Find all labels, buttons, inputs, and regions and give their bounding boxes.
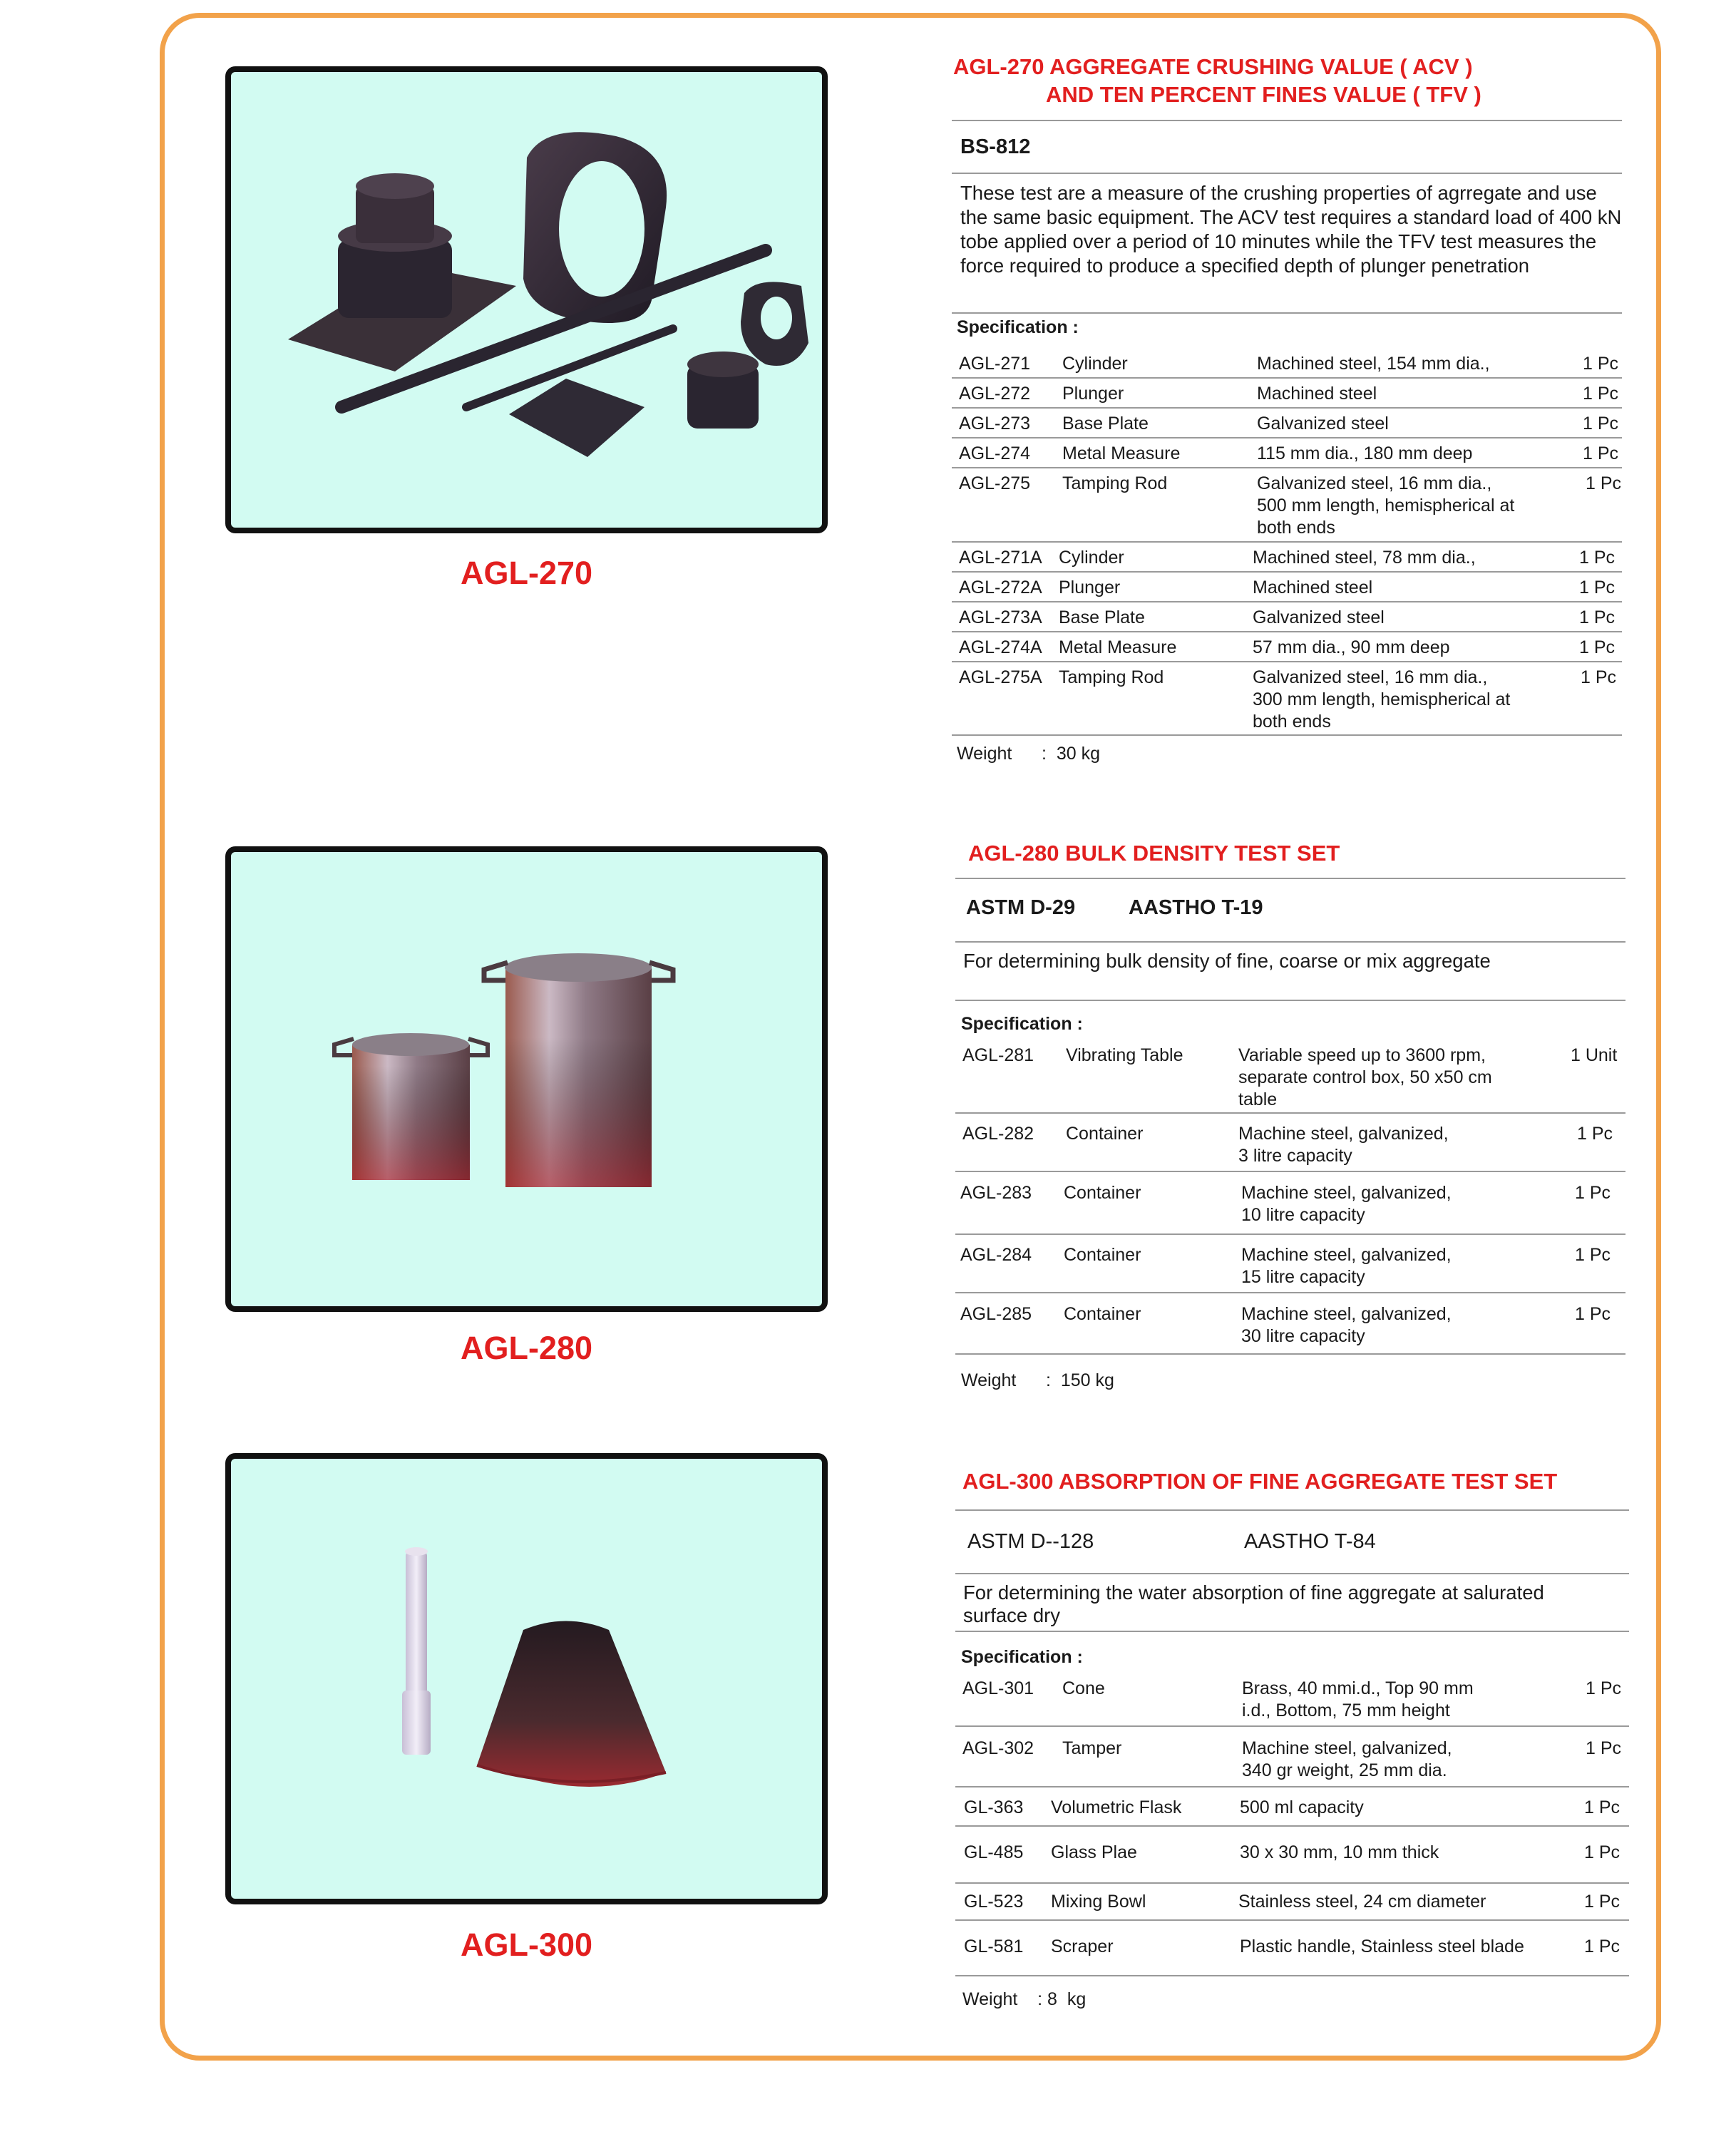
divider: [952, 173, 1622, 174]
item-qty: 1 Unit: [1571, 1045, 1618, 1065]
divider: [955, 1509, 1629, 1511]
item-name: Vibrating Table: [1066, 1045, 1183, 1065]
item-code: AGL-274A: [959, 637, 1042, 657]
agl-300-standard-astm: ASTM D--128: [967, 1530, 1094, 1553]
item-code: AGL-271A: [959, 548, 1042, 568]
divider: [955, 1112, 1625, 1114]
divider: [952, 734, 1622, 736]
divider: [952, 407, 1622, 409]
item-desc: Galvanized steel, 16 mm dia., 300 mm length, hemispherical at both ends: [1253, 667, 1511, 732]
item-qty: 1 Pc: [1584, 1892, 1621, 1912]
item-desc: Galvanized steel: [1257, 414, 1389, 434]
item-name: Tamping Rod: [1062, 473, 1168, 493]
item-desc: Machine steel, galvanized, 10 litre capacity: [1241, 1183, 1452, 1225]
item-code: AGL-285: [960, 1304, 1032, 1324]
agl-280-standard-astm: ASTM D-29: [966, 896, 1076, 919]
item-desc: Galvanized steel, 16 mm dia., 500 mm length, hemispherical at both ends: [1257, 473, 1515, 538]
agl-280-spec-heading: Specification :: [961, 1014, 1083, 1034]
divider: [955, 941, 1625, 943]
item-code: AGL-275: [959, 473, 1031, 493]
item-code: AGL-282: [962, 1124, 1034, 1144]
divider: [952, 437, 1622, 438]
item-code: AGL-302: [962, 1738, 1034, 1758]
divider: [952, 312, 1622, 314]
item-qty: 1 Pc: [1584, 1937, 1621, 1956]
agl-280-weight: Weight : 150 kg: [961, 1370, 1114, 1390]
divider: [952, 120, 1622, 121]
divider: [952, 661, 1622, 662]
agl-270-label: AGL-270: [460, 555, 593, 591]
agl-280-description: For determining bulk density of fine, coarse or mix aggregate: [963, 950, 1491, 972]
item-code: AGL-273: [959, 414, 1031, 434]
item-name: Cone: [1062, 1678, 1105, 1698]
item-name: Plunger: [1062, 384, 1124, 404]
divider: [955, 1631, 1629, 1632]
item-name: Tamping Rod: [1059, 667, 1164, 687]
item-name: Container: [1064, 1245, 1141, 1265]
divider: [955, 1353, 1625, 1355]
agl-280-standard-aastho: AASTHO T-19: [1129, 896, 1263, 919]
agl-300-weight: Weight : 8 kg: [962, 1989, 1087, 2009]
divider: [955, 1975, 1629, 1976]
agl-300-standard-aastho: AASTHO T-84: [1244, 1530, 1376, 1553]
item-desc: 500 ml capacity: [1240, 1797, 1364, 1817]
item-name: Cylinder: [1059, 548, 1124, 568]
item-qty: 1 Pc: [1583, 384, 1619, 404]
agl-270-description: These test are a measure of the crushing properties of agrregate and use the same basic equipment. The ACV test requires a standard load of 400 kN tobe applied over a period of 10 minutes while the TFV test measures the force required to produce a specified depth of plunger penetration: [960, 182, 1622, 277]
item-qty: 1 Pc: [1586, 1678, 1622, 1698]
item-name: Tamper: [1062, 1738, 1122, 1758]
agl-300-spec-heading: Specification :: [961, 1647, 1083, 1667]
item-desc: Brass, 40 mmi.d., Top 90 mm i.d., Bottom, 75 mm height: [1242, 1678, 1474, 1720]
item-code: AGL-272: [959, 384, 1031, 404]
item-code: GL-581: [964, 1937, 1024, 1956]
item-qty: 1 Pc: [1579, 607, 1616, 627]
item-name: Scraper: [1051, 1937, 1114, 1956]
item-qty: 1 Pc: [1583, 443, 1619, 463]
item-name: Volumetric Flask: [1051, 1797, 1182, 1817]
agl-270-photo: [225, 66, 828, 533]
item-qty: 1 Pc: [1584, 1797, 1621, 1817]
item-qty: 1 Pc: [1575, 1304, 1611, 1324]
item-qty: 1 Pc: [1586, 1738, 1622, 1758]
item-name: Container: [1064, 1183, 1141, 1203]
divider: [955, 878, 1625, 879]
item-code: AGL-301: [962, 1678, 1034, 1698]
agl-270-title-line2: AND TEN PERCENT FINES VALUE ( TFV ): [1046, 82, 1481, 107]
item-desc: Machine steel, galvanized, 3 litre capacity: [1238, 1124, 1449, 1166]
item-code: AGL-273A: [959, 607, 1042, 627]
item-code: AGL-271: [959, 354, 1031, 374]
item-name: Metal Measure: [1059, 637, 1177, 657]
item-desc: Variable speed up to 3600 rpm, separate control box, 50 x50 cm table: [1238, 1045, 1492, 1109]
item-name: Container: [1066, 1124, 1144, 1144]
divider: [952, 601, 1622, 602]
agl-280-title: AGL-280 BULK DENSITY TEST SET: [968, 841, 1340, 866]
agl-280-label: AGL-280: [460, 1330, 593, 1366]
item-qty: 1 Pc: [1583, 414, 1619, 434]
divider: [955, 1786, 1629, 1787]
item-name: Base Plate: [1062, 414, 1149, 434]
item-code: AGL-281: [962, 1045, 1034, 1065]
agl-270-standard: BS-812: [960, 135, 1031, 158]
divider: [952, 377, 1622, 379]
divider: [955, 1233, 1625, 1235]
item-qty: 1 Pc: [1583, 354, 1619, 374]
divider: [955, 1171, 1625, 1172]
item-qty: 1 Pc: [1575, 1183, 1611, 1203]
item-desc: Machined steel: [1257, 384, 1377, 404]
item-desc: Machine steel, galvanized, 15 litre capacity: [1241, 1245, 1452, 1287]
item-qty: 1 Pc: [1579, 637, 1616, 657]
item-desc: Machined steel, 78 mm dia.,: [1253, 548, 1476, 568]
divider: [952, 467, 1622, 468]
item-name: Base Plate: [1059, 607, 1145, 627]
item-desc: Machine steel, galvanized, 340 gr weight, 25 mm dia.: [1242, 1738, 1452, 1780]
item-desc: Galvanized steel: [1253, 607, 1385, 627]
item-name: Mixing Bowl: [1051, 1892, 1146, 1912]
item-name: Plunger: [1059, 578, 1121, 597]
divider: [955, 1725, 1629, 1727]
item-name: Container: [1064, 1304, 1141, 1324]
item-qty: 1 Pc: [1581, 667, 1617, 687]
item-desc: 57 mm dia., 90 mm deep: [1253, 637, 1450, 657]
item-code: AGL-275A: [959, 667, 1042, 687]
agl-300-description: For determining the water absorption of fine aggregate at salurated surface dry: [963, 1581, 1544, 1626]
divider: [955, 1000, 1625, 1001]
divider: [955, 1882, 1629, 1884]
item-code: AGL-272A: [959, 578, 1042, 597]
agl-270-weight: Weight : 30 kg: [957, 744, 1101, 764]
item-qty: 1 Pc: [1584, 1842, 1621, 1862]
divider: [952, 631, 1622, 632]
item-qty: 1 Pc: [1579, 578, 1616, 597]
item-desc: Plastic handle, Stainless steel blade: [1240, 1937, 1524, 1956]
agl-300-photo: [225, 1453, 828, 1904]
item-code: GL-523: [964, 1892, 1024, 1912]
item-desc: Machined steel: [1253, 578, 1373, 597]
item-qty: 1 Pc: [1577, 1124, 1613, 1144]
agl-270-title-line1: AGL-270 AGGREGATE CRUSHING VALUE ( ACV ): [953, 54, 1473, 79]
item-code: AGL-283: [960, 1183, 1032, 1203]
item-name: Glass Plae: [1051, 1842, 1137, 1862]
agl-280-photo: [225, 846, 828, 1312]
item-qty: 1 Pc: [1586, 473, 1622, 493]
item-code: AGL-274: [959, 443, 1031, 463]
divider: [955, 1292, 1625, 1293]
item-desc: Stainless steel, 24 cm diameter: [1238, 1892, 1486, 1912]
item-qty: 1 Pc: [1579, 548, 1616, 568]
item-desc: 30 x 30 mm, 10 mm thick: [1240, 1842, 1439, 1862]
divider: [952, 571, 1622, 573]
divider: [952, 541, 1622, 543]
agl-300-title: AGL-300 ABSORPTION OF FINE AGGREGATE TEST SET: [962, 1469, 1558, 1494]
divider: [955, 1573, 1629, 1574]
item-desc: 115 mm dia., 180 mm deep: [1257, 443, 1473, 463]
item-code: GL-485: [964, 1842, 1024, 1862]
item-name: Metal Measure: [1062, 443, 1181, 463]
agl-300-label: AGL-300: [460, 1927, 593, 1963]
divider: [955, 1919, 1629, 1921]
item-desc: Machined steel, 154 mm dia.,: [1257, 354, 1490, 374]
agl-270-spec-heading: Specification :: [957, 317, 1079, 337]
item-name: Cylinder: [1062, 354, 1128, 374]
item-code: AGL-284: [960, 1245, 1032, 1265]
item-desc: Machine steel, galvanized, 30 litre capacity: [1241, 1304, 1452, 1346]
divider: [955, 1825, 1629, 1827]
item-qty: 1 Pc: [1575, 1245, 1611, 1265]
item-code: GL-363: [964, 1797, 1024, 1817]
